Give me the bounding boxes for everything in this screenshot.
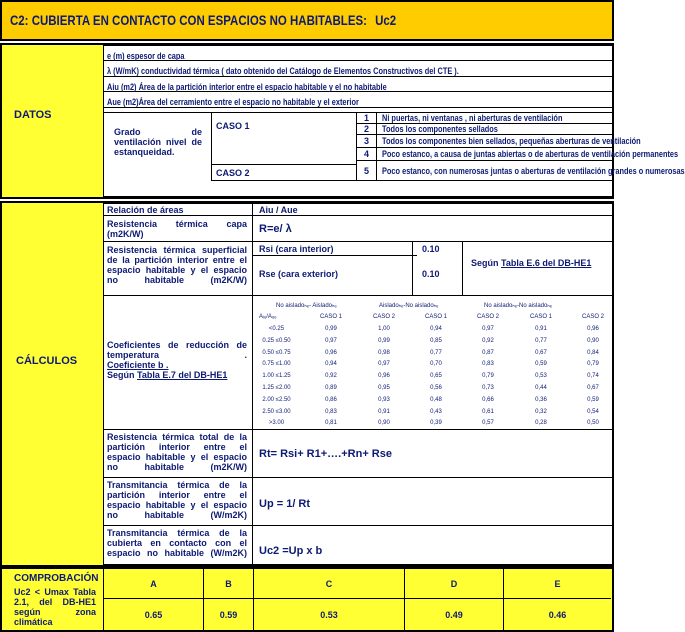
datos-row: e (m) espesor de capa bbox=[104, 46, 612, 61]
datos-label: DATOS bbox=[14, 109, 52, 121]
coef-value: 0,83 bbox=[325, 408, 337, 415]
calculos-label: CÁLCULOS bbox=[16, 355, 78, 367]
title-text: C2: CUBIERTA EN CONTACTO CON ESPACIOS NO HABITABLES: bbox=[10, 12, 367, 28]
caso-text: Poco estanco, a causa de juntas abiertas o de aberturas de ventilación permanentes bbox=[382, 149, 679, 159]
comprobacion-title: COMPROBACIÓN bbox=[14, 573, 99, 584]
coef-value: 0,99 bbox=[325, 326, 337, 332]
coef-value: 0,70 bbox=[430, 361, 442, 368]
ratio-cell: 0.25 ≤0.50 bbox=[262, 337, 291, 344]
ratio-cell: <0.25 bbox=[268, 326, 285, 332]
rsi-row: Resistencia térmica superficial de la partición interior entre el espacio habitable y el espacio no habitable (m2K/W) Rsi (cara interior) Rse (cara exterior) 0.10 0.10 Según Tabla E.6 del DB-HE1 bbox=[104, 242, 614, 296]
caso1-label: CASO 1 bbox=[216, 121, 250, 131]
coef-value: 0,54 bbox=[587, 408, 599, 415]
caso-text: Ni puertas, ni ventanas , ni aberturas de ventilación bbox=[382, 113, 563, 123]
datos-row: Aiu (m2) Área de la partición interior entre el espacio habitable y el no habitable bbox=[104, 77, 612, 92]
zone-column bbox=[253, 569, 404, 630]
coef-value: 0,85 bbox=[430, 337, 442, 344]
zone-column bbox=[103, 569, 203, 630]
caso-number: 1 bbox=[357, 113, 377, 123]
coef-value: 0,96 bbox=[378, 373, 390, 380]
coef-value: 0,79 bbox=[587, 361, 599, 368]
coef-value: 0,59 bbox=[535, 361, 547, 368]
zone-column bbox=[404, 569, 503, 630]
coef-value: 0,94 bbox=[430, 326, 442, 332]
ventilacion-block bbox=[104, 112, 685, 198]
caso-row bbox=[357, 113, 614, 124]
caso-number: 2 bbox=[357, 124, 377, 134]
coef-value: 0,57 bbox=[482, 420, 494, 427]
coef-table bbox=[254, 296, 614, 430]
coef-value: 0,93 bbox=[378, 396, 390, 403]
coef-value: 0,53 bbox=[535, 373, 547, 380]
caso2-cell bbox=[211, 165, 357, 181]
caso-text: Todos los componentes sellados bbox=[382, 124, 498, 134]
col-header: CASO 1 bbox=[319, 314, 342, 320]
caso-number: 4 bbox=[357, 148, 377, 160]
coef-value: 0,77 bbox=[430, 349, 442, 356]
coef-value: 0,39 bbox=[430, 420, 442, 427]
coef-value: 0,28 bbox=[535, 420, 547, 427]
coef-label: Coeficientes de reducción de temperatura . Coeficiente b . Según Tabla E.7 del DB-HE1 bbox=[107, 340, 247, 380]
page-header bbox=[0, 0, 614, 41]
zone-value: 0.49 bbox=[445, 610, 463, 620]
caso2-label: CASO 2 bbox=[216, 168, 250, 178]
relacion-row: Relación de áreas Aiu / Aue bbox=[104, 204, 614, 216]
coef-value: 0,84 bbox=[587, 349, 599, 356]
coef-value: 0,94 bbox=[325, 361, 337, 368]
caso-row bbox=[357, 124, 614, 135]
coef-value: 0,97 bbox=[325, 337, 337, 344]
grado-label: Grado de ventilación nivel de estanqueidad. bbox=[114, 127, 202, 157]
ratio-cell: 2.00 ≤2.50 bbox=[262, 396, 291, 403]
coef-value: 0,86 bbox=[325, 396, 337, 403]
segun-6: Según Tabla E.6 del DB-HE1 bbox=[471, 258, 592, 268]
coef-value: 0,43 bbox=[430, 408, 442, 415]
zone-value: 0.59 bbox=[219, 610, 238, 620]
col-header: CASO 2 bbox=[581, 314, 604, 320]
zone-label: E bbox=[504, 569, 611, 599]
comprobacion-section bbox=[0, 567, 614, 632]
caso-text: Todos los componentes bien sellados, pequeñas aberturas de ventilación bbox=[382, 136, 641, 146]
zone-label: A bbox=[104, 569, 203, 599]
caso-row bbox=[357, 148, 679, 161]
datos-row: λ (W/mK) conductividad térmica ( dato obtenido del Catálogo de Elementos Constructivos del CTE ). bbox=[104, 61, 612, 77]
ratio-cell: 0.50 ≤0.75 bbox=[262, 349, 291, 356]
zone-column bbox=[503, 569, 611, 630]
col-header: CASO 2 bbox=[476, 314, 499, 320]
ratio-cell: >3.00 bbox=[268, 420, 285, 427]
zone-label: C bbox=[254, 569, 404, 599]
datos-row: Aue (m2)Área del cerramiento entre el espacio no habitable y el exterior bbox=[104, 92, 612, 108]
coef-value: 0,36 bbox=[535, 396, 547, 403]
datos-box bbox=[103, 45, 685, 197]
caso1-cell bbox=[211, 113, 357, 165]
rt-row: Resistencia térmica total de la partición interior entre el espacio habitable y el espacio no habitable (m2K/W) Rt= Rsi+ R1+….+Rn+ Rse bbox=[104, 430, 614, 478]
coef-value: 0,97 bbox=[482, 326, 494, 332]
coef-value: 0,83 bbox=[482, 361, 494, 368]
uc-row: Transmitancia térmica de la cubierta en contacto con el espacio no habitable (W/m2K) Uc2 =Up x b bbox=[104, 526, 614, 566]
col-header: CASO 2 bbox=[372, 314, 395, 320]
ratio-cell: 2.50 ≤3.00 bbox=[262, 408, 291, 415]
col-header: CASO 1 bbox=[529, 314, 552, 320]
coef-value: 0,91 bbox=[378, 408, 390, 415]
caso-number: 3 bbox=[357, 135, 377, 147]
coef-value: 0,90 bbox=[378, 420, 390, 427]
comprobacion-desc: Uc2 < Umax Tabla 2.1, del DB-HE1 según zona climática bbox=[14, 587, 96, 627]
zone-value: 0.65 bbox=[144, 610, 163, 620]
ratio-header: Aᵢᵤ/Aᵤₑ bbox=[259, 314, 277, 320]
coef-value: 0,61 bbox=[482, 408, 494, 415]
coef-value: 0,74 bbox=[587, 373, 599, 380]
coef-value: 0,90 bbox=[587, 337, 599, 344]
coef-value: 0,97 bbox=[378, 361, 390, 368]
coef-value: 0,96 bbox=[587, 326, 599, 332]
ratio-cell: 0.75 ≤1.00 bbox=[262, 361, 291, 368]
ratio-cell: 1.00 ≤1.25 bbox=[262, 373, 291, 380]
coeficiente-row bbox=[104, 296, 614, 430]
coef-value: 0,92 bbox=[325, 373, 337, 380]
coef-value: 0,99 bbox=[378, 337, 390, 344]
coef-value: 1,00 bbox=[378, 326, 390, 332]
coef-value: 0,79 bbox=[482, 373, 494, 380]
coef-value: 0,67 bbox=[587, 385, 599, 391]
zone-column bbox=[203, 569, 253, 630]
zone-label: B bbox=[204, 569, 253, 599]
coef-value: 0,95 bbox=[378, 385, 390, 391]
coef-value: 0,66 bbox=[482, 396, 494, 403]
coef-value: 0,65 bbox=[430, 373, 442, 380]
coef-value: 0,32 bbox=[535, 408, 547, 415]
col-header: CASO 1 bbox=[424, 314, 447, 320]
zone-value: 0.46 bbox=[548, 610, 567, 620]
coef-value: 0,48 bbox=[430, 396, 442, 403]
coef-value: 0,96 bbox=[325, 349, 337, 356]
caso-text: Poco estanco, con numerosas juntas o aberturas de ventilación grandes o numerosas bbox=[382, 166, 685, 176]
group-header: Aisladoₕₑ-No aisladoₕₑ bbox=[379, 303, 439, 309]
group-header: No aisladoₕₑ- Aisladoₕₑ bbox=[276, 303, 337, 309]
page-title bbox=[10, 12, 396, 28]
coef-value: 0,81 bbox=[325, 420, 337, 427]
caso-row bbox=[357, 135, 641, 148]
resistencia-capa-row: Resistencia térmica capa (m2K/W) R=e/ λ bbox=[104, 216, 614, 242]
coef-value: 0,50 bbox=[587, 420, 599, 427]
caso-row bbox=[357, 161, 685, 181]
coef-value: 0,67 bbox=[535, 349, 547, 356]
ratio-cell: 1.25 ≤2.00 bbox=[262, 385, 291, 391]
coef-value: 0,89 bbox=[325, 385, 337, 391]
coef-value: 0,73 bbox=[482, 385, 494, 391]
zone-value: 0.53 bbox=[320, 610, 338, 620]
coef-value: 0,77 bbox=[535, 337, 547, 344]
coef-value: 0,98 bbox=[378, 349, 390, 356]
up-row: Transmitancia térmica de la partición interior entre el espacio habitable y el espacio no habitable (W/m2K) Up = 1/ Rt bbox=[104, 478, 614, 526]
title-symbol: Uc2 bbox=[375, 12, 397, 28]
calculos-box bbox=[103, 203, 613, 565]
caso-number: 5 bbox=[357, 161, 377, 180]
coeficiente-b-link[interactable]: Coeficiente b . bbox=[107, 360, 169, 370]
coef-value: 0,59 bbox=[587, 396, 599, 403]
zone-label: D bbox=[405, 569, 503, 599]
group-header: No aisladoₕₑ-No aisladoₕₑ bbox=[484, 303, 553, 309]
coef-value: 0,92 bbox=[482, 337, 494, 344]
coef-value: 0,56 bbox=[430, 385, 442, 391]
coef-value: 0,87 bbox=[482, 349, 494, 356]
tabla-e7-link[interactable]: Tabla E.7 del DB-HE1 bbox=[137, 370, 228, 380]
tabla-e6-link[interactable]: Tabla E.6 del DB-HE1 bbox=[501, 258, 592, 268]
coef-value: 0,44 bbox=[535, 385, 547, 391]
coef-value: 0,91 bbox=[535, 326, 547, 332]
